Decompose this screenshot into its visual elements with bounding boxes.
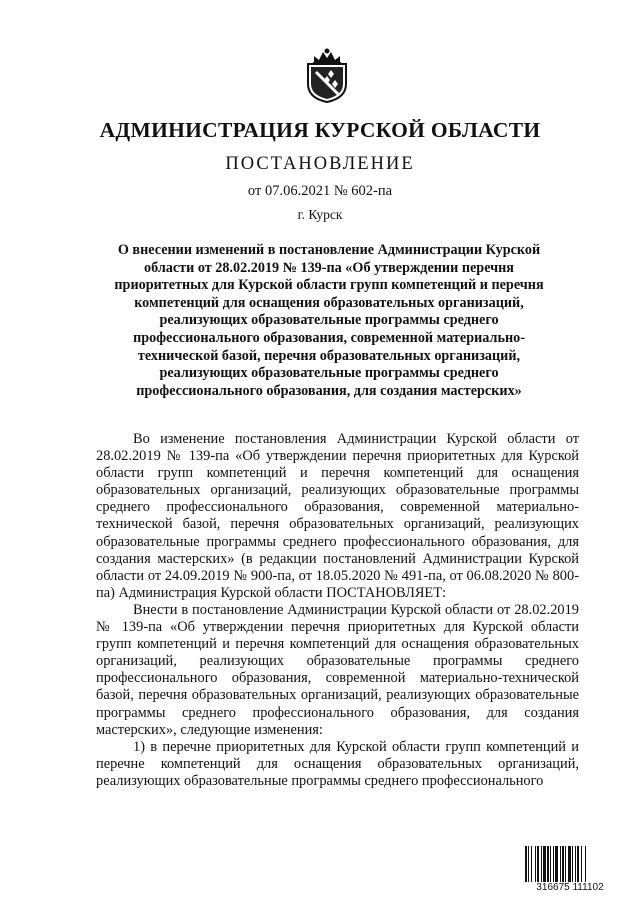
barcode-number: 316675 111102 — [522, 882, 618, 893]
document-date-number: от 07.06.2021 № 602-па — [247, 183, 393, 199]
coat-of-arms-emblem — [302, 44, 352, 104]
document-type: ПОСТАНОВЛЕНИЕ — [225, 154, 415, 174]
body-paragraph: Внести в постановление Администрации Курской области от 28.02.2019 № 139-па «Об утверждении перечня приоритетных для Курской области групп компетенций и перечня компетенций для оснащения образовательных организаций, реализующих образовательные программы среднего профессионального образования, современной материально-технической базой, перечня образовательных организаций, реализующих образовательные программы среднего профессионального образования, для создания мастерских», следующие изменения: — [96, 601, 579, 738]
organization-title: АДМИНИСТРАЦИЯ КУРСКОЙ ОБЛАСТИ — [99, 118, 541, 142]
document-body — [96, 431, 579, 790]
body-paragraph: 1) в перечне приоритетных для Курской области групп компетенций и перечне компетенций для оснащения образовательных организаций, реализующих образовательные программы среднего профессионального — [96, 738, 579, 789]
body-paragraph: Во изменение постановления Администрации Курской области от 28.02.2019 № 139-па «Об утверждении перечня приоритетных для Курской области групп компетенций и перечня компетенций для оснащения образовательных организаций, реализующих образовательные программы среднего профессионального образования, современной материально-технической базой, перечня образовательных организаций, реализующих образовательные программы среднего профессионального образования, для создания мастерских» (в редакции постановлений Администрации Курской области от 24.09.2019 № 900-па, от 18.05.2020 № 491-па, от 06.08.2020 № 800-па) Администрация Курской области ПОСТАНОВЛЯЕТ: — [96, 431, 579, 601]
document-city: г. Курск — [297, 207, 343, 222]
document-subject: О внесении изменений в постановление Администрации Курской области от 28.02.2019 № 139-па «Об утверждении перечня приоритетных для Курской области групп компетенций и перечня компетенций для оснащения образовательных организаций, реализующих образовательные программы среднего профессионального образования, современной материально-технической базой, перечня образовательных организаций, реализующих образовательные программы среднего профессионального образования, для создания мастерских» — [114, 242, 544, 399]
